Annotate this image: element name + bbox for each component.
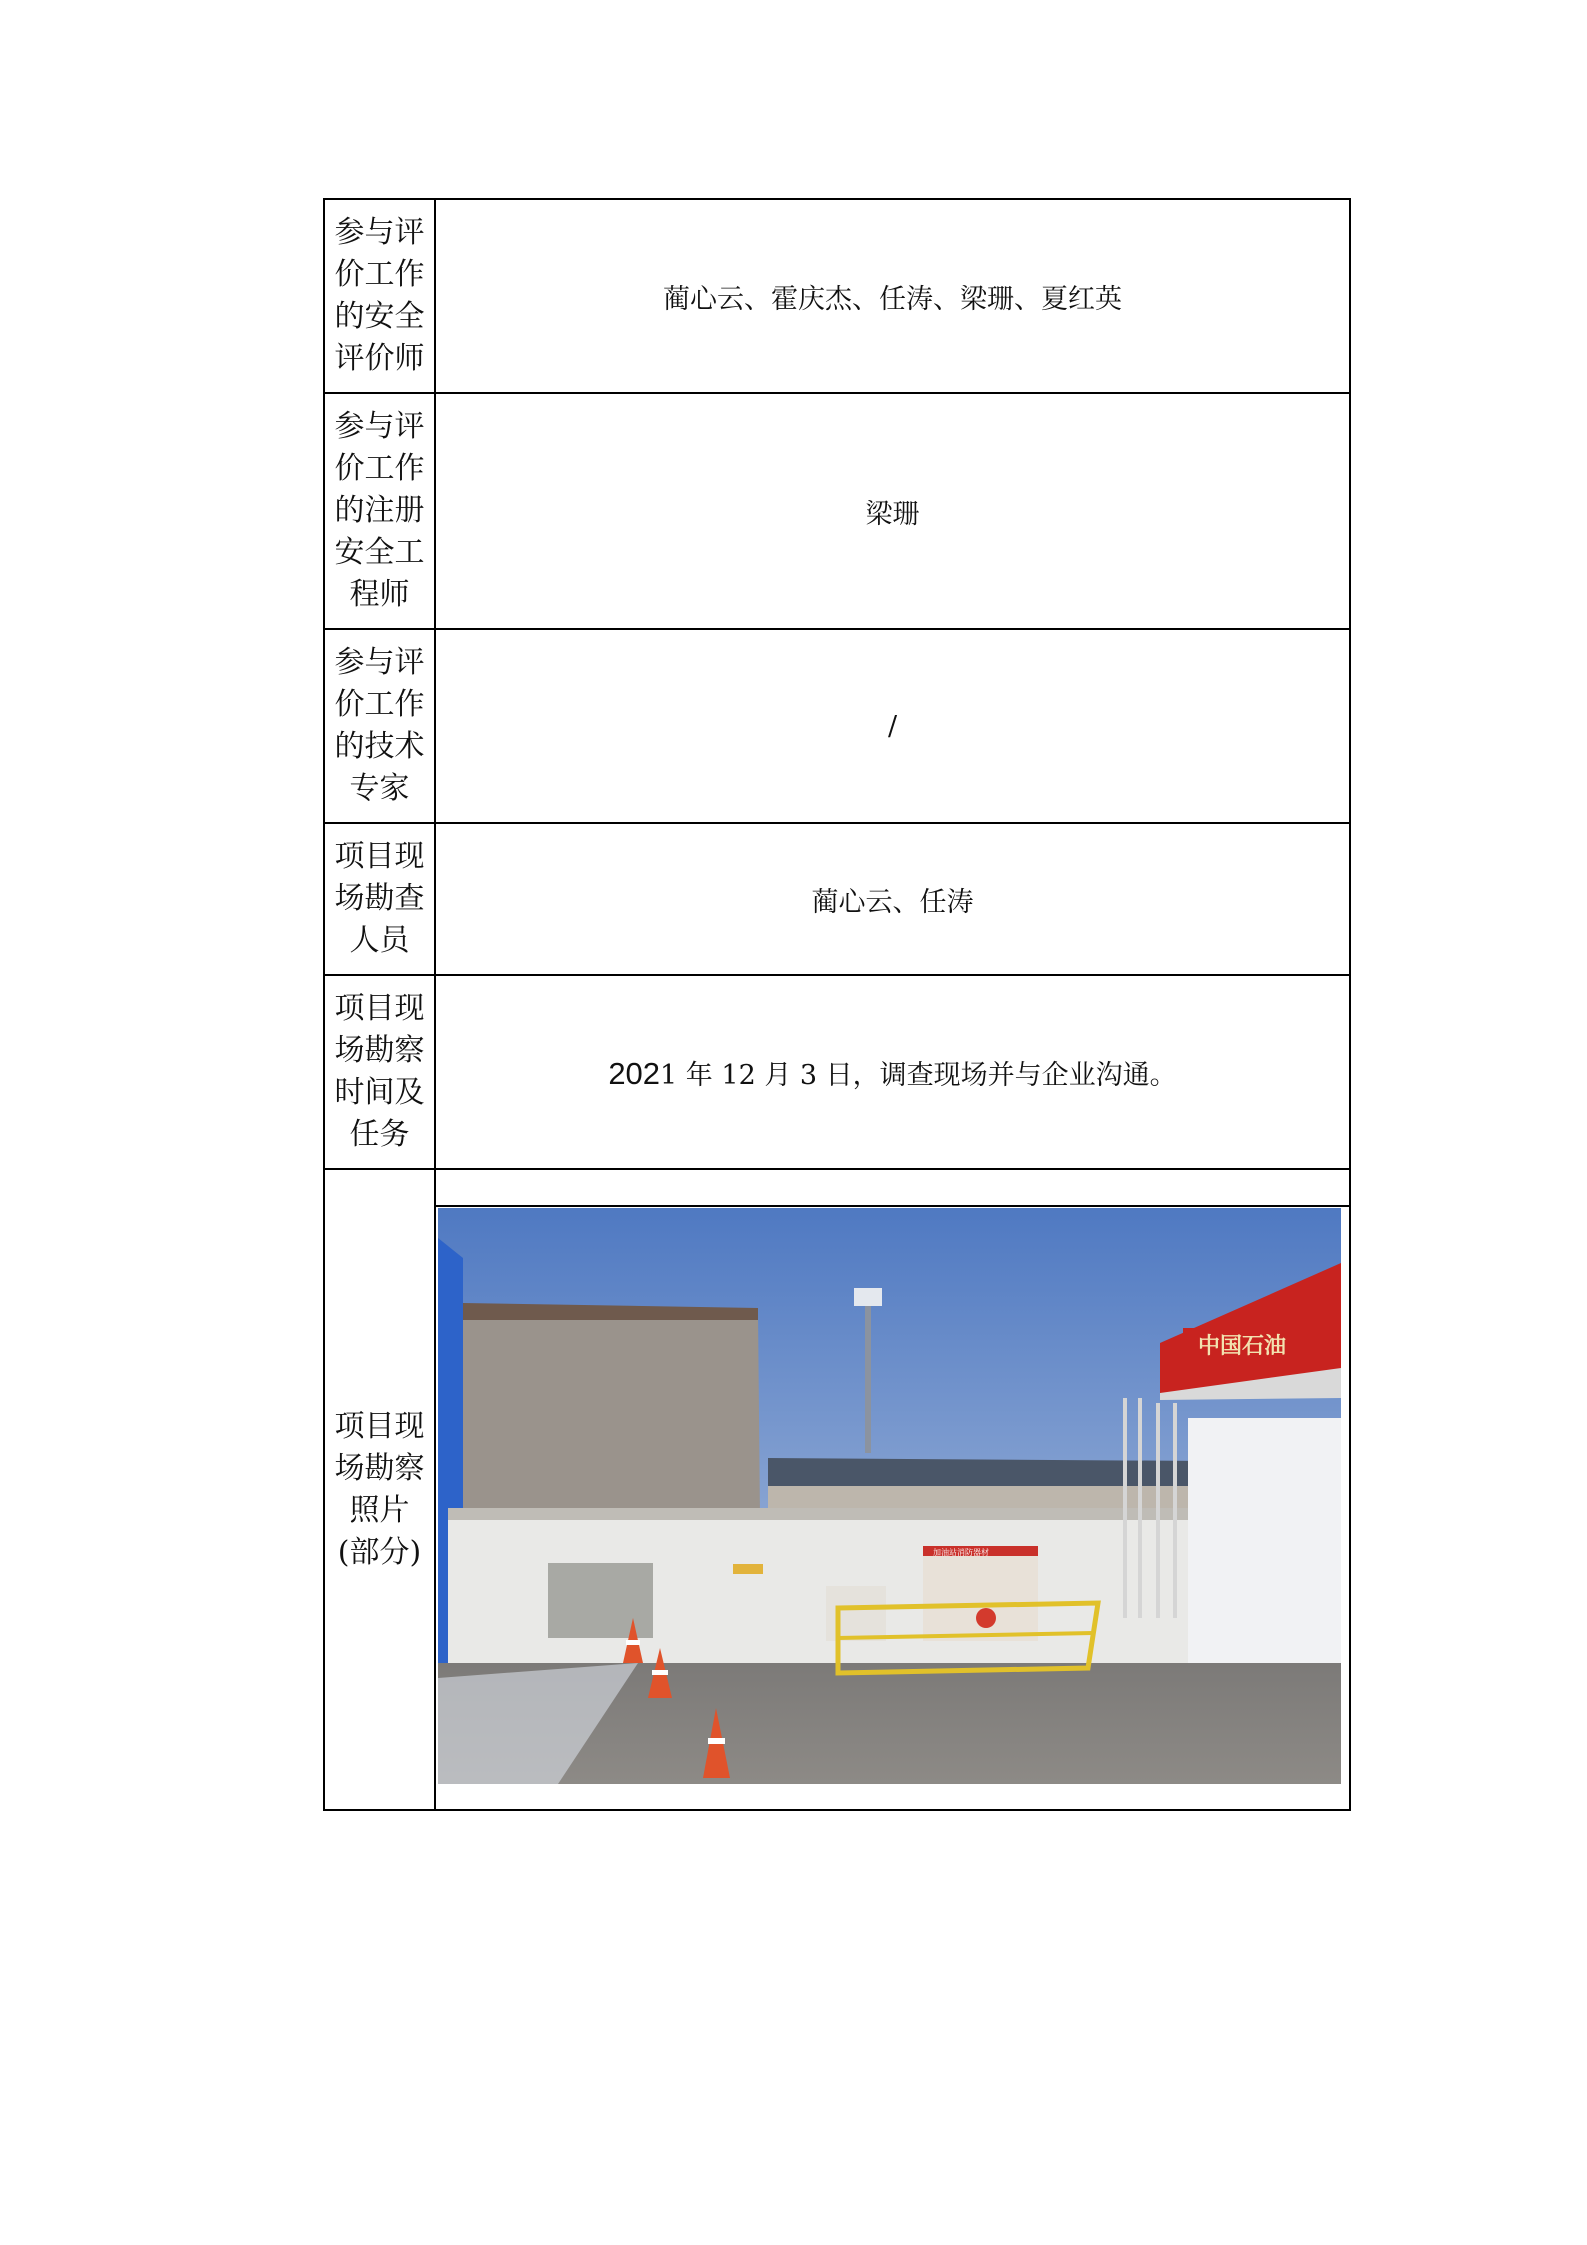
date-rest: 1 年 12 月 3 日，调查现场并与企业沟通。 — [660, 1059, 1177, 1091]
row-label — [324, 1169, 435, 1810]
row-label — [324, 629, 435, 823]
canopy-sign-text: 中国石油 — [1198, 1334, 1287, 1359]
table-row — [324, 199, 1350, 393]
row-value — [435, 975, 1350, 1169]
table-row — [324, 1169, 1350, 1810]
table-row — [324, 975, 1350, 1169]
date-year-prefix: 202 — [608, 1055, 661, 1091]
row-label — [324, 393, 435, 629]
label-text: 参与评价工作的安全评价师 — [334, 215, 425, 376]
evaluators-value: 蔺心云、霍庆杰、任涛、梁珊、夏红英 — [663, 283, 1122, 315]
row-value — [435, 393, 1350, 629]
survey-date-value — [608, 1055, 1177, 1091]
row-value — [435, 199, 1350, 393]
label-text: 项目现场勘察照片(部分) — [334, 1408, 425, 1570]
table-row — [324, 823, 1350, 975]
gas-station-photo — [438, 1208, 1341, 1784]
label-text: 参与评价工作的技术专家 — [334, 645, 425, 806]
label-text: 项目现场勘察时间及任务 — [334, 991, 425, 1152]
row-value — [435, 823, 1350, 975]
label-text: 参与评价工作的注册安全工程师 — [334, 409, 425, 612]
safety-engineer-value: 梁珊 — [865, 498, 920, 530]
site-survey-staff-value: 蔺心云、任涛 — [811, 886, 974, 918]
photo-cell — [435, 1169, 1350, 1810]
booth-sign-text: 加油站消防器材 — [933, 1548, 989, 1557]
row-label — [324, 823, 435, 975]
row-label — [324, 975, 435, 1169]
label-text: 项目现场勘查人员 — [334, 839, 425, 958]
site-photo — [438, 1208, 1341, 1784]
row-label — [324, 199, 435, 393]
table-row — [324, 629, 1350, 823]
survey-info-table — [323, 198, 1351, 1811]
tech-expert-value: / — [887, 710, 898, 742]
row-value — [435, 629, 1350, 823]
table-row — [324, 393, 1350, 629]
divider — [436, 1205, 1349, 1207]
